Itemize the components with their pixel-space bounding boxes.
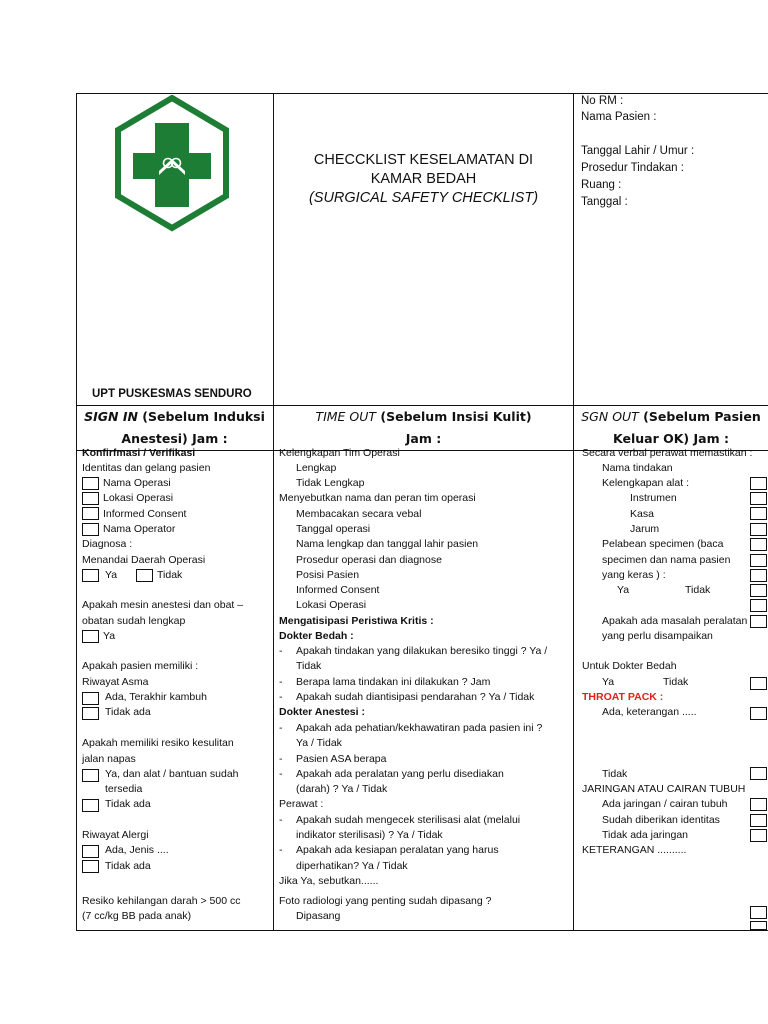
sign-in-line: Riwayat Alergi	[82, 829, 149, 841]
sign-in-line: Konfirfmasi / Verifikasi	[82, 447, 196, 459]
sign-in-line: Informed Consent	[103, 508, 187, 520]
time-out-line: Foto radiologi yang penting sudah dipasang ?	[279, 895, 492, 907]
time-out-line: Perawat :	[279, 798, 324, 810]
sign-out-line: JARINGAN ATAU CAIRAN TUBUH	[582, 783, 746, 795]
checkbox-nama-operasi[interactable]	[82, 477, 99, 490]
field-tanggal-lahir[interactable]: Tanggal Lahir / Umur :	[581, 145, 695, 157]
time-out-line: Ya / Tidak	[296, 737, 342, 749]
sign-in-line: Ada, Terakhir kambuh	[105, 691, 207, 703]
checkbox-anestesi-ya[interactable]	[82, 630, 99, 643]
field-ruang[interactable]: Ruang :	[581, 179, 622, 191]
time-out-line: Membacakan secara vebal	[296, 508, 422, 520]
page-title-line-2: KAMAR BEDAH	[370, 171, 477, 187]
sign-out-line: Tidak	[663, 676, 689, 688]
checkbox-alergi-ada[interactable]	[82, 845, 99, 858]
field-nama-pasien[interactable]: Nama Pasien :	[581, 111, 657, 123]
sign-out-line: Tidak	[602, 768, 628, 780]
time-out-label-rest: (Sebelum Insisi Kulit)	[376, 409, 532, 424]
sign-out-label-rest: (Sebelum Pasien	[638, 409, 761, 424]
time-out-line: Apakah sudah mengecek sterilisasi alat (melalui	[296, 814, 521, 826]
sign-in-line: jalan napas	[82, 753, 136, 765]
time-out-line: diperhatikan? Ya / Tidak	[296, 860, 408, 872]
bullet-dash: -	[279, 676, 283, 688]
time-out-line: indikator sterilisasi) ? Ya / Tidak	[296, 829, 443, 841]
time-out-line: Apakah sudah diantisipasi pendarahan ? Ya / Tidak	[296, 691, 535, 703]
checkbox-specimen-ya[interactable]	[750, 584, 767, 597]
sign-out-line: Kelengkapan alat :	[602, 477, 689, 489]
sign-out-line: Instrumen	[630, 492, 677, 504]
checkbox-marking-tidak[interactable]	[136, 569, 153, 582]
checkbox-asma-ada[interactable]	[82, 692, 99, 705]
time-out-line: Pasien ASA berapa	[296, 753, 387, 765]
sign-out-line: Pelabean specimen (baca	[602, 538, 724, 550]
time-out-line: Jika Ya, sebutkan......	[279, 875, 379, 887]
sign-out-line: Ya	[602, 676, 615, 688]
time-out-line: Apakah tindakan yang dilakukan beresiko tinggi ? Ya /	[296, 645, 548, 657]
time-out-line: Menyebutkan nama dan peran tim operasi	[279, 492, 476, 504]
sign-in-line: Nama Operasi	[103, 477, 171, 489]
organization-name: UPT PUSKESMAS SENDURO	[92, 388, 252, 400]
sign-out-line: Ada, keterangan .....	[602, 706, 697, 718]
checkbox-tidak-ada-jaringan[interactable]	[750, 829, 767, 842]
checkbox-asma-tidak[interactable]	[82, 707, 99, 720]
sign-in-line: Ada, Jenis ....	[105, 844, 169, 856]
time-out-line: Tidak	[296, 660, 322, 672]
time-out-line: Dipasang	[296, 910, 341, 922]
checkbox-jaringan-ada[interactable]	[750, 798, 767, 811]
checkbox-masalah-peralatan[interactable]	[750, 615, 767, 628]
table-border-bottom	[76, 930, 768, 931]
checkbox-dokter-ya-tidak[interactable]	[750, 677, 767, 690]
table-border-left	[76, 93, 77, 931]
checkbox-marking-ya[interactable]	[82, 569, 99, 582]
sign-out-line: Secara verbal perawat memastikan :	[582, 447, 753, 459]
time-out-line: Apakah ada pehatian/kekhawatiran pada pasien ini ?	[296, 722, 543, 734]
time-out-line: Tanggal operasi	[296, 523, 371, 535]
checkbox-specimen-1[interactable]	[750, 554, 767, 567]
checklist-sheet	[76, 93, 768, 931]
throat-pack-label: THROAT PACK :	[582, 691, 664, 703]
sign-in-line: Tidak	[157, 569, 183, 581]
time-out-header	[274, 406, 573, 450]
checkbox-kasa[interactable]	[750, 523, 767, 536]
sign-in-header	[76, 406, 273, 450]
bullet-dash: -	[279, 814, 283, 826]
field-no-rm[interactable]: No RM :	[581, 95, 624, 107]
sign-out-header	[574, 406, 768, 450]
sign-in-line: Nama Operator	[103, 523, 176, 535]
time-out-line: Lengkap	[296, 462, 337, 474]
sign-out-line: specimen dan nama pasien	[602, 554, 731, 566]
sign-out-line: Apakah ada masalah peralatan	[602, 615, 748, 627]
time-out-line: Apakah ada peralatan yang perlu disediakan	[296, 768, 504, 780]
sign-in-line: tersedia	[105, 783, 143, 795]
sign-in-line: (7 cc/kg BB pada anak)	[82, 910, 192, 922]
time-out-line: Berapa lama tindakan ini dilakukan ? Jam	[296, 676, 491, 688]
patient-info-cell	[574, 93, 768, 405]
sign-in-label: SIGN IN	[84, 409, 138, 424]
sign-out-label: SGN OUT	[581, 409, 639, 424]
bullet-dash: -	[279, 645, 283, 657]
sign-in-line: obatan sudah lengkap	[82, 615, 186, 627]
checkbox-throat-pack-ada[interactable]	[750, 707, 767, 720]
sign-in-line: Diagnosa :	[82, 538, 133, 550]
checkbox-jarum[interactable]	[750, 538, 767, 551]
bullet-dash: -	[279, 722, 283, 734]
checkbox-throat-pack-tidak[interactable]	[750, 767, 767, 780]
time-out-line: Lokasi Operasi	[296, 599, 367, 611]
sign-out-line: yang keras ) :	[602, 569, 666, 581]
time-out-line: Nama lengkap dan tanggal lahir pasien	[296, 538, 479, 550]
time-out-line: (darah) ? Ya / Tidak	[296, 783, 388, 795]
sign-in-line: Lokasi Operasi	[103, 492, 174, 504]
sign-out-line: Ada jaringan / cairan tubuh	[602, 798, 728, 810]
time-out-time: Jam :	[405, 431, 442, 446]
sign-out-line: Untuk Dokter Bedah	[582, 660, 677, 672]
sign-in-label-rest: (Sebelum Induksi	[137, 409, 265, 424]
sign-out-line: Tidak ada jaringan	[602, 829, 688, 841]
sign-out-line: Tidak	[685, 584, 711, 596]
bullet-dash: -	[279, 691, 283, 703]
sign-in-line: Apakah memiliki resiko kesulitan	[82, 737, 234, 749]
sign-in-time: Anestesi) Jam :	[121, 431, 228, 446]
sign-in-line: Menandai Daerah Operasi	[82, 554, 206, 566]
time-out-line: Tidak Lengkap	[296, 477, 365, 489]
field-prosedur[interactable]: Prosedur Tindakan :	[581, 162, 684, 174]
time-out-line: Mengatisipasi Peristiwa Kritis :	[279, 615, 434, 627]
sign-in-line: Tidak ada	[105, 706, 151, 718]
sign-in-line: Apakah pasien memiliki :	[82, 660, 199, 672]
sign-in-line: Ya	[105, 569, 118, 581]
sign-out-line: yang perlu disampaikan	[602, 630, 713, 642]
checkbox-specimen-tidak[interactable]	[750, 599, 767, 612]
sign-in-line: Apakah mesin anestesi dan obat –	[82, 599, 244, 611]
time-out-line: Posisi Pasien	[296, 569, 360, 581]
checkbox-instrumen[interactable]	[750, 507, 767, 520]
bullet-dash: -	[279, 753, 283, 765]
sign-out-line: Jarum	[630, 523, 660, 535]
field-tanggal[interactable]: Tanggal :	[581, 196, 628, 208]
time-out-line: Kelengkapan Tim Operasi	[279, 447, 400, 459]
checkbox-extra-2[interactable]	[750, 921, 767, 930]
title-cell	[274, 93, 573, 405]
time-out-line: Apakah ada kesiapan peralatan yang harus	[296, 844, 499, 856]
puskesmas-logo	[112, 95, 232, 230]
time-out-line: Prosedur operasi dan diagnose	[296, 554, 442, 566]
time-out-line: Dokter Bedah :	[279, 630, 354, 642]
sign-in-line: Ya, dan alat / bantuan sudah	[105, 768, 239, 780]
checkbox-specimen-2[interactable]	[750, 569, 767, 582]
checkbox-nama-tindakan[interactable]	[750, 477, 767, 490]
checkbox-alergi-tidak[interactable]	[82, 860, 99, 873]
bullet-dash: -	[279, 768, 283, 780]
checkbox-lokasi-operasi[interactable]	[82, 492, 99, 505]
checkbox-extra-1[interactable]	[750, 906, 767, 919]
sign-out-line: Nama tindakan	[602, 462, 673, 474]
checkbox-napas-ya[interactable]	[82, 769, 99, 782]
sign-in-line: Resiko kehilangan darah > 500 cc	[82, 895, 241, 907]
checkbox-identitas[interactable]	[750, 814, 767, 827]
checkbox-napas-tidak[interactable]	[82, 799, 99, 812]
page-title-line-1: CHECCKLIST KESELAMATAN DI	[313, 152, 534, 168]
bullet-dash: -	[279, 844, 283, 856]
sign-out-line: KETERANGAN ..........	[582, 844, 687, 856]
sign-out-line: Sudah diberikan identitas	[602, 814, 720, 826]
sign-in-line: Identitas dan gelang pasien	[82, 462, 211, 474]
sign-out-line: Kasa	[630, 508, 654, 520]
checkbox-kelengkapan-alat[interactable]	[750, 492, 767, 505]
checkbox-informed-consent[interactable]	[82, 507, 99, 520]
time-out-line: Informed Consent	[296, 584, 380, 596]
sign-out-line: Ya	[617, 584, 630, 596]
sign-in-line: Tidak ada	[105, 860, 151, 872]
sign-out-time: Keluar OK) Jam :	[613, 431, 729, 446]
sign-in-line: Tidak ada	[105, 798, 151, 810]
time-out-label: TIME OUT	[315, 409, 377, 424]
checkbox-nama-operator[interactable]	[82, 523, 99, 536]
sign-in-line: Ya	[103, 630, 116, 642]
time-out-line: Dokter Anestesi :	[279, 706, 365, 718]
page-title-line-3: (SURGICAL SAFETY CHECKLIST)	[308, 190, 539, 206]
sign-in-line: Riwayat Asma	[82, 676, 149, 688]
